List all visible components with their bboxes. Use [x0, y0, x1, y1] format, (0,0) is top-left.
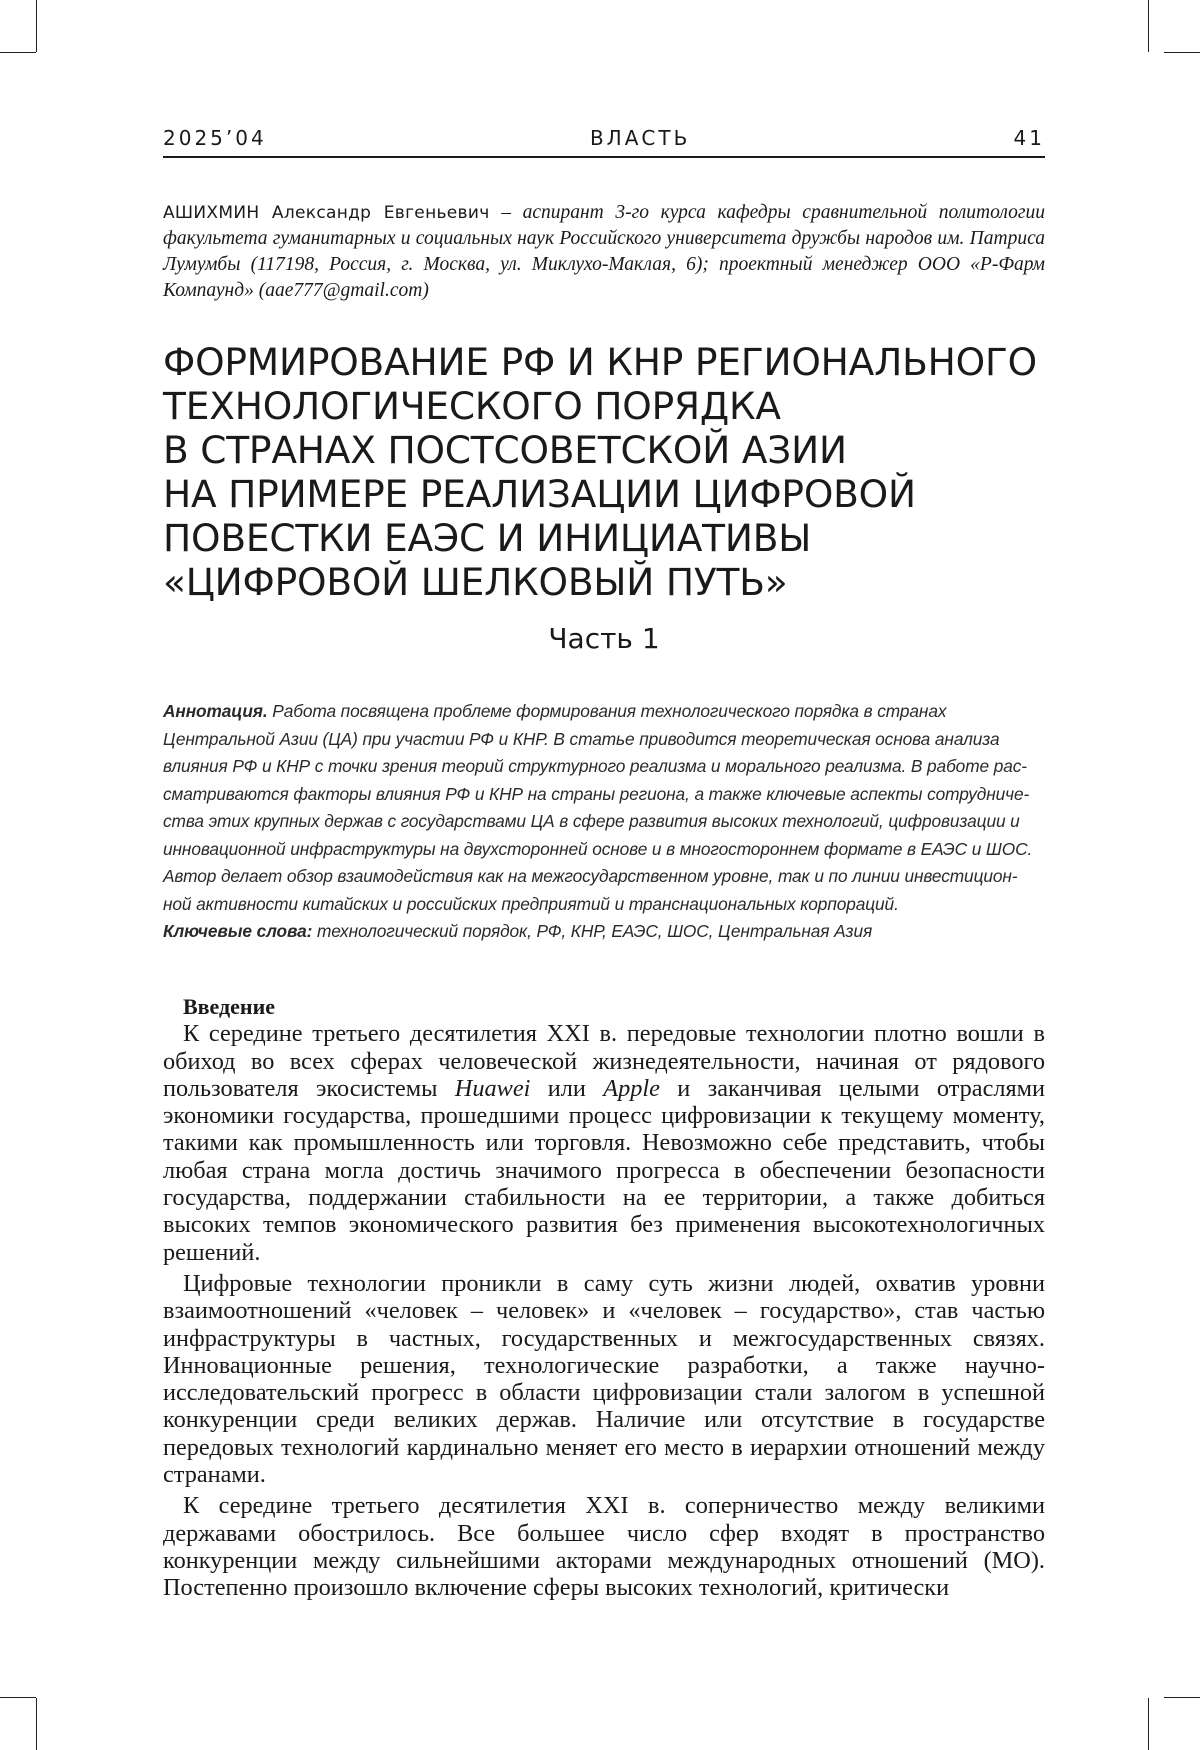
- crop-mark: [0, 52, 36, 53]
- crop-mark: [0, 1697, 36, 1698]
- brand-apple: Apple: [603, 1075, 660, 1102]
- crop-mark: [36, 1698, 37, 1750]
- article-title: [163, 340, 1063, 604]
- abstract-line: ства этих крупных держав с государствами ЦА в сфере развития высоких технологий, цифровизации и: [163, 808, 1045, 836]
- abstract-line: влияния РФ и КНР с точки зрения теорий структурного реализма и морального реализма. В работе рас-: [163, 753, 1045, 781]
- title-line: ФОРМИРОВАНИЕ РФ И КНР РЕГИОНАЛЬНОГО: [163, 340, 1063, 384]
- abstract-label: Аннотация.: [163, 701, 268, 721]
- crop-mark: [1164, 52, 1200, 53]
- title-line: В СТРАНАХ ПОСТСОВЕТСКОЙ АЗИИ: [163, 428, 1063, 472]
- section-heading: Введение: [163, 993, 1045, 1020]
- abstract-line: Центральной Азии (ЦА) при участии РФ и КНР. В статье приводится теоретическая основа анализа: [163, 726, 1045, 754]
- paragraph: К середине третьего десятилетия XXI в. соперничество между великими державами обострилось. Все большее число сфер входят в пространство конкуренции между сильнейшими акторами международных отношений (МО). Постепенно произошло включение сферы высоких технологий, критически: [163, 1492, 1045, 1601]
- abstract-line: инновационной инфраструктуры на двухсторонней основе и в многостороннем формате в ЕАЭС и ШОС.: [163, 836, 1045, 864]
- abstract-line: ной активности китайских и российских предприятий и транснациональных корпораций.: [163, 891, 1045, 919]
- title-line: ТЕХНОЛОГИЧЕСКОГО ПОРЯДКА: [163, 384, 1063, 428]
- keywords: [163, 918, 1045, 946]
- paragraph: К середине третьего десятилетия XXI в. передовые технологии плотно вошли в обиход во всех сферах человеческой жизнедеятельности, начиная от рядового пользователя экосистемы Huawei или Apple и заканчивая целыми отраслями экономики государства, прошедшими процесс цифровизации к текущему моменту, такими как промышленность или торговля. Невозможно себе представить, чтобы любая страна могла достичь значимого прогресса в обеспечении безопасности государства, поддержании стабильности на ее территории, а также добиться высоких темпов экономического развития без применения высокотехнологичных решений.: [163, 1020, 1045, 1266]
- abstract: [163, 698, 1045, 946]
- keywords-text: технологический порядок, РФ, КНР, ЕАЭС, ШОС, Центральная Азия: [317, 921, 872, 941]
- crop-mark: [1148, 1698, 1149, 1750]
- paragraph: Цифровые технологии проникли в саму суть жизни людей, охватив уровни взаимоотношений «человек – человек» и «человек – государство», став частью инфраструктуры в частных, государственных и межгосударственных связях. Инновационные решения, технологические разработки, а также научно-исследовательский прогресс в области цифровизации стали залогом в успешной конкуренции среди великих держав. Наличие или отсутствие в государстве передовых технологий кардинально меняет его место в иерархии отношений между странами.: [163, 1270, 1045, 1488]
- article-body: [163, 993, 1045, 1606]
- author-name: АШИХМИН Александр Евгеньевич: [163, 203, 490, 223]
- title-line: «ЦИФРОВОЙ ШЕЛКОВЫЙ ПУТЬ»: [163, 560, 1063, 604]
- abstract-line: сматриваются факторы влияния РФ и КНР на страны региона, а также ключевые аспекты сотрудниче-: [163, 781, 1045, 809]
- title-line: НА ПРИМЕРЕ РЕАЛИЗАЦИИ ЦИФРОВОЙ: [163, 472, 1063, 516]
- journal-name: ВЛАСТЬ: [590, 126, 690, 150]
- abstract-line: Аннотация. Работа посвящена проблеме формирования технологического порядка в странах: [163, 698, 1045, 726]
- part-label: Часть 1: [163, 622, 1045, 655]
- running-head: [163, 126, 1045, 158]
- abstract-line: Автор делает обзор взаимодействия как на межгосударственном уровне, так и по линии инвестицион-: [163, 863, 1045, 891]
- issue-number: 2025’04: [163, 126, 267, 150]
- author-info: [163, 200, 1045, 304]
- keywords-label: Ключевые слова:: [163, 921, 312, 941]
- crop-mark: [1148, 0, 1149, 52]
- crop-mark: [36, 0, 37, 52]
- crop-mark: [1164, 1697, 1200, 1698]
- page-number: 41: [1014, 126, 1045, 150]
- title-line: ПОВЕСТКИ ЕАЭС И ИНИЦИАТИВЫ: [163, 516, 1063, 560]
- brand-huawei: Huawei: [455, 1075, 531, 1102]
- author-bio: – аспирант 3-го курса кафедры сравнительной политологии факультета гуманитарных и социальных наук Российского университета дружбы народов им. Патриса Лумумбы (117198, Россия, г. Москва, ул. Миклухо-Маклая, 6); проектный менеджер ООО «Р-Фарм Компаунд» (aae777@gmail.com): [163, 202, 1045, 301]
